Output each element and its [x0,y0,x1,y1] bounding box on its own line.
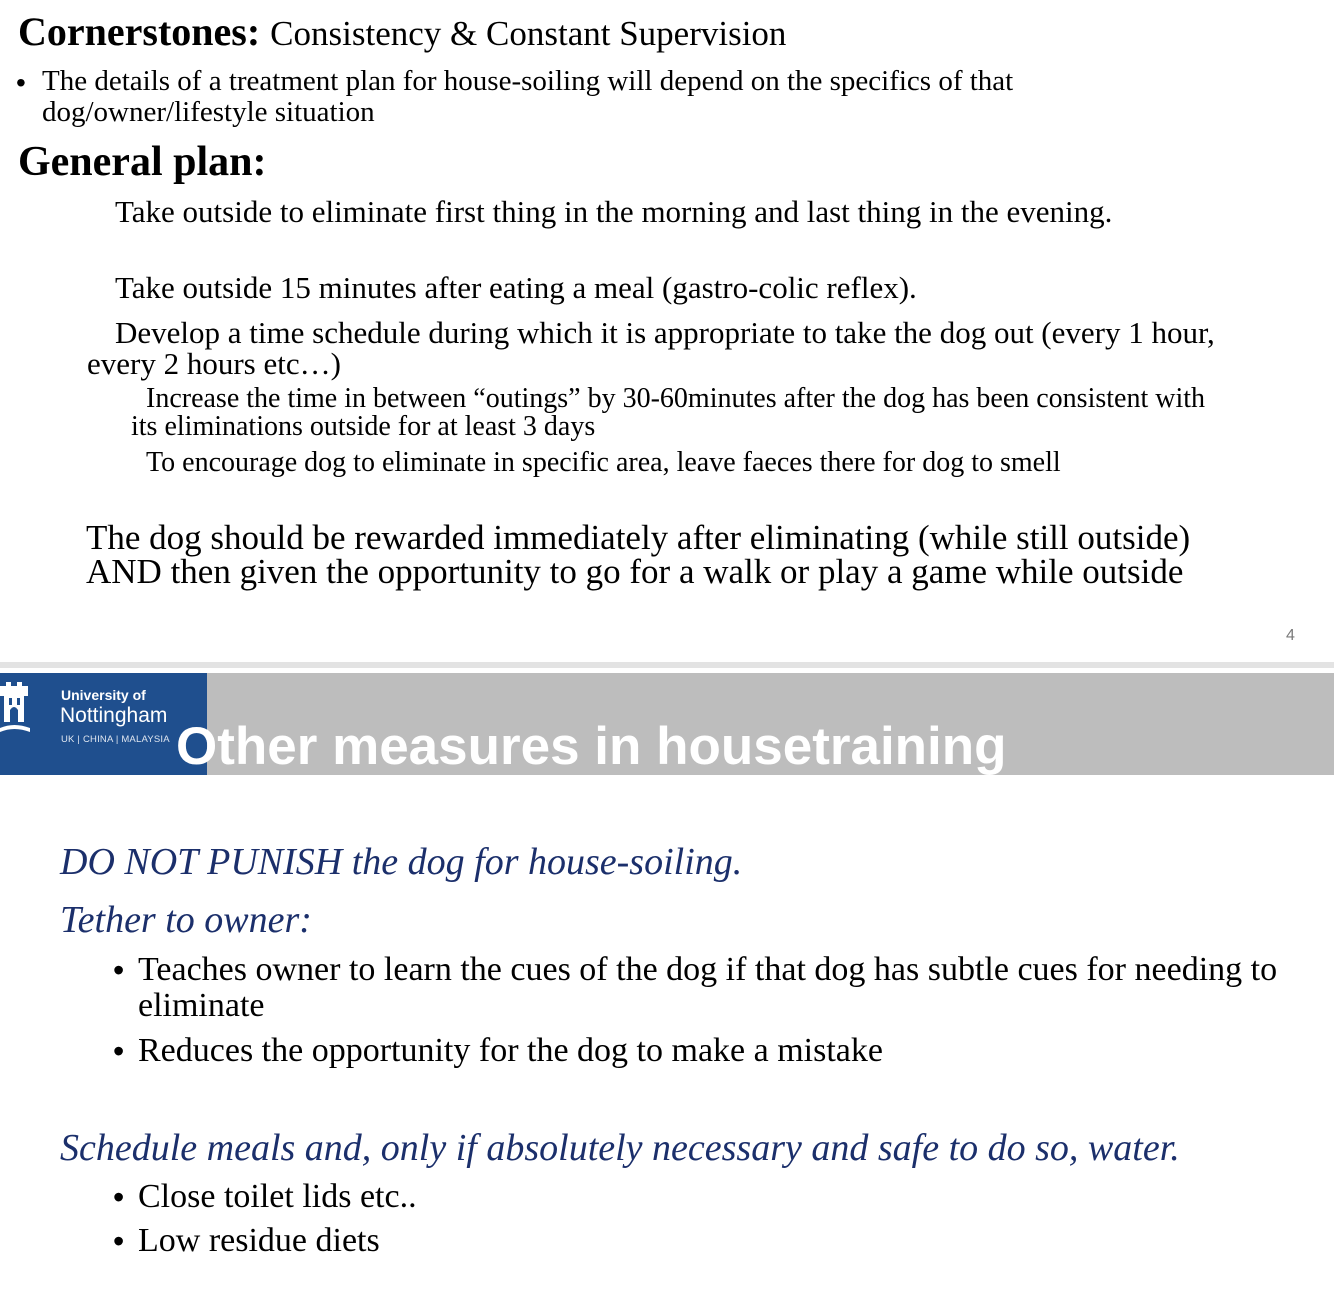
slide1-title-subtitle: Consistency & Constant Supervision [270,14,787,53]
tether-point-1: Teaches owner to learn the cues of the dog if that dog has subtle cues for needing to eliminate [138,951,1278,1024]
page-number: 4 [1286,627,1295,644]
tether-point-2: Reduces the opportunity for the dog to make a mistake [138,1032,883,1069]
logo-campuses: UK | CHINA | MALAYSIA [61,734,170,745]
plan-substep-1: Increase the time in between “outings” by 30-60minutes after the dog has been consistent with its eliminations outside for at least 3 days [131,383,1206,442]
bullet-icon: • [113,1033,125,1069]
intro-bullet-text: The details of a treatment plan for house-soiling will depend on the specifics of that dog/owner/lifestyle situation [42,65,1014,128]
bullet-icon: • [16,67,26,98]
schedule-point-1: Close toilet lids etc.. [138,1178,417,1215]
plan-substep-2: To encourage dog to eliminate in specific area, leave faeces there for dog to smell [146,447,1061,478]
bullet-icon: • [113,952,125,988]
do-not-punish-heading: DO NOT PUNISH the dog for house-soiling. [60,841,743,883]
plan-step-3: Develop a time schedule during which it is appropriate to take the dog out (every 1 hour, every 2 hours etc…) [87,315,1215,381]
schedule-heading: Schedule meals and, only if absolutely necessary and safe to do so, water. [60,1127,1180,1169]
tether-heading: Tether to owner: [60,899,312,941]
plan-step-1: Take outside to eliminate first thing in the morning and last thing in the evening. [115,194,1113,229]
slide1-title-bold: Cornerstones: [18,9,261,54]
reward-paragraph: The dog should be rewarded immediately after eliminating (while still outside) AND then given the opportunity to go for a walk or play a game while outside [86,518,1191,591]
logo-university-of: University of [61,687,146,703]
logo-nottingham: Nottingham [60,704,168,727]
bullet-icon: • [113,1179,125,1215]
slide-divider [0,662,1334,668]
plan-step-2: Take outside 15 minutes after eating a meal (gastro-colic reflex). [115,270,917,305]
bullet-icon: • [113,1223,125,1259]
general-plan-heading: General plan: [18,139,267,185]
slide2-title: Other measures in housetraining [176,717,1007,775]
slide1-title [18,8,786,58]
schedule-point-2: Low residue diets [138,1222,380,1259]
castle-crest-icon [0,682,34,738]
